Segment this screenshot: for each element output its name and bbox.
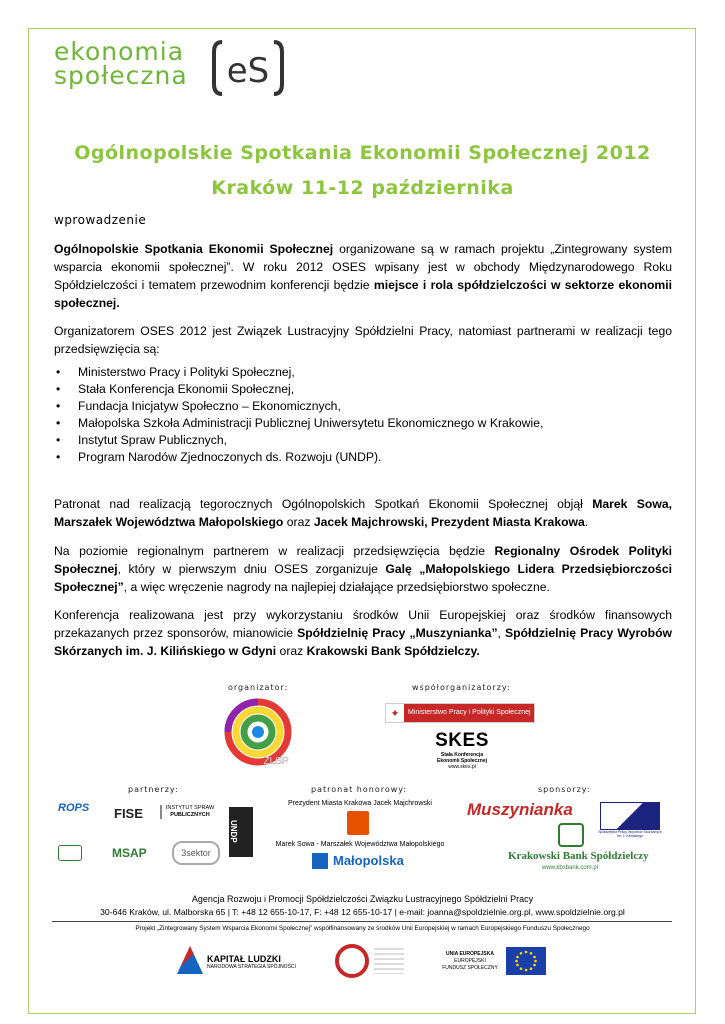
skes-label: SKES: [435, 730, 489, 751]
zlsp-label: ZLSP: [263, 756, 289, 767]
kbs-url: www.kbsbank.com.pl: [541, 865, 599, 871]
logo-line-1: ekonomia: [54, 37, 185, 66]
p5-text-3: oraz: [276, 644, 307, 658]
krakow-crest-icon: [347, 811, 369, 835]
eu-flag-icon: [506, 947, 546, 975]
p3-bold-1: Marek Sowa, Marszałek Województwa Małopolskiego: [54, 497, 672, 529]
coorganizer-heading: współorganizatorzy:: [412, 683, 511, 692]
footer-divider: [52, 921, 672, 922]
eu-text: [436, 951, 504, 972]
es-logo-icon: [212, 38, 284, 98]
footer-org: Agencja Rozwoju i Promocji Spółdzielczości Związku Lustracyjnego Spółdzielni Pracy: [191, 894, 534, 904]
partners-list: [54, 364, 654, 466]
eu-line-2: EUROPEJSKI: [454, 958, 486, 964]
skes-logo: [420, 730, 504, 770]
sponsors-heading: sponsorzy:: [538, 785, 591, 794]
p3-text-3: .: [584, 515, 589, 529]
intro-heading: wprowadzenie: [54, 213, 147, 227]
isp-line-1: INSTYTUT SPRAW: [165, 805, 215, 811]
msap-emblem-icon: [58, 845, 82, 861]
mpips-logo: [385, 703, 535, 723]
kl-line-2: NARODOWA STRATEGIA SPÓJNOŚCI: [207, 964, 296, 970]
list-item: • Ministerstwo Pracy i Polityki Społecznej,: [54, 364, 654, 381]
patron-1-label: Prezydent Miasta Krakowa Jacek Majchrowski: [288, 800, 432, 807]
p1-bold-1: Ogólnopolskie Spotkania Ekonomii Społecznej: [54, 242, 334, 256]
skes-sub-3: www.skes.pl: [448, 764, 476, 770]
kilinski-logo-icon: [600, 802, 660, 830]
p5-bold-2: Spółdzielnię Pracy Wyrobów Skórzanych im. J. Kilińskiego w Gdyni: [54, 626, 672, 658]
cooperative-year-icon: [335, 944, 369, 978]
fise-logo: FISE: [114, 806, 143, 821]
footer-project: Projekt „Zintegrowany System Wsparcia Ekonomii Społecznej” współfinansowany ze środków Unii Europejskiej w ramach Europejskiego Funduszu Społecznego: [135, 925, 590, 932]
p3-text-1: Patronat nad realizacją tegorocznych Ogólnopolskich Spotkań Ekonomii Społecznej objął: [54, 497, 593, 511]
p5-text-1: Konferencja realizowana jest przy wykorzystaniu środków Unii Europejskiej oraz środków finansowych przekazanych przez sponsorów, mianowicie: [54, 608, 672, 640]
eu-line-1: UNIA EUROPEJSKA: [446, 951, 494, 957]
logo-mark-text: eS: [226, 51, 270, 91]
kbs-emblem-icon: [558, 823, 584, 847]
p4-bold-2: Galę „Małopolskiego Lidera Przedsiębiorczości Społecznej”: [54, 562, 672, 594]
zlsp-logo-icon: [218, 698, 300, 770]
list-item: • Program Narodów Zjednoczonych ds. Rozwoju (UNDP).: [54, 449, 654, 466]
skes-sub-1: Stała Konferencja: [440, 752, 484, 758]
isp-line-2: PUBLICZNYCH: [170, 812, 210, 818]
paragraph-intro: [54, 240, 672, 312]
rops-logo: ROPS: [58, 802, 90, 814]
mpips-label: Ministerstwo Pracy i Polityki Społecznej: [404, 704, 534, 722]
paragraph-funding: [54, 606, 672, 660]
p4-text-3: , a więc wręczenie nagrody na najlepiej działające przedsiębiorstwo społeczne.: [123, 580, 550, 594]
malopolska-icon: [312, 853, 328, 869]
skes-sub-2: Ekonomii Społecznej: [436, 758, 487, 764]
p5-text-2: ,: [497, 626, 505, 640]
page-title: Ogólnopolskie Spotkania Ekonomii Społecznej 2012: [74, 142, 651, 164]
logo-wordmark: [54, 37, 188, 90]
p1-bold-2: miejsce i rola spółdzielczości w sektorze ekonomii społecznej.: [54, 278, 673, 310]
paragraph-organizers: Organizatorem OSES 2012 jest Związek Lustracyjny Spółdzielni Pracy, natomiast partnerami w realizacji tego przedsięwzięcia są:: [54, 324, 672, 356]
list-item: • Małopolska Szkoła Administracji Publicznej Uniwersytetu Ekonomicznego w Krakowie,: [54, 415, 654, 432]
logo-line-2: społeczna: [54, 61, 188, 90]
kilinski-label: Spółdzielnia Pracy Wyrobów Skórzanych im. J. Kilińskiego: [598, 830, 662, 838]
patronage-heading: patronat honorowy:: [311, 785, 408, 794]
p4-text-1: Na poziomie regionalnym partnerem w realizacji przedsięwzięcia będzie: [54, 544, 495, 558]
isp-logo: [160, 805, 218, 819]
3sektor-logo: 3sektor: [172, 841, 220, 865]
footer-address: 30-646 Kraków, ul. Malborska 65 | T: +48 12 655-10-17, F: +48 12 655-10-17 | e-mail: joanna@spoldzielnie.org.pl, www.spoldzielnie.org.pl: [100, 907, 625, 917]
p5-bold-1: Spółdzielnię Pracy „Muszynianka”: [297, 626, 498, 640]
p4-bold-1: Regionalny Ośrodek Polityki Społecznej: [54, 544, 672, 576]
list-item: • Instytut Spraw Publicznych,: [54, 432, 654, 449]
paragraph-regional: [54, 542, 672, 596]
p5-bold-3: Krakowski Bank Spółdzielczy.: [306, 644, 480, 658]
p4-text-2: , który w pierwszym dniu OSES zorganizuje: [117, 562, 386, 576]
list-item: • Stała Konferencja Ekonomii Społecznej,: [54, 381, 654, 398]
muszynianka-logo: Muszynianka: [467, 800, 573, 819]
cooperative-year-text-icon: [374, 948, 404, 974]
p1-text-1: organizowane są w ramach projektu „Zintegrowany system wsparcia ekonomii społecznej”. W roku 2012 OSES wpisany jest w obchody Międzynarodowego Roku Spółdzielczości i tematem przewodnim konferencji będzie: [54, 242, 672, 292]
page-subtitle: Kraków 11-12 października: [211, 177, 514, 199]
kl-line-1: KAPITAŁ LUDZKI: [207, 954, 281, 964]
paragraph-patronage: [54, 495, 672, 531]
list-item: • Fundacja Inicjatyw Społeczno – Ekonomicznych,: [54, 398, 654, 415]
p3-bold-2: Jacek Majchrowski, Prezydent Miasta Krakowa: [313, 515, 585, 529]
patron-2-label: Marek Sowa - Marszałek Województwa Małopolskiego: [275, 841, 445, 848]
partners-heading: partnerzy:: [128, 785, 179, 794]
msap-logo: MSAP: [112, 846, 147, 860]
undp-logo: UNDP: [229, 807, 253, 857]
malopolska-logo: Małopolska: [333, 853, 404, 868]
eagle-icon: ✦: [386, 704, 404, 722]
p3-text-2: oraz: [283, 515, 314, 529]
organizer-heading: organizator:: [228, 683, 289, 692]
eu-line-3: FUNDUSZ SPOŁECZNY: [442, 965, 498, 971]
kbs-logo: Krakowski Bank Spółdzielczy: [508, 850, 649, 862]
kapital-ludzki-logo: [207, 954, 296, 970]
